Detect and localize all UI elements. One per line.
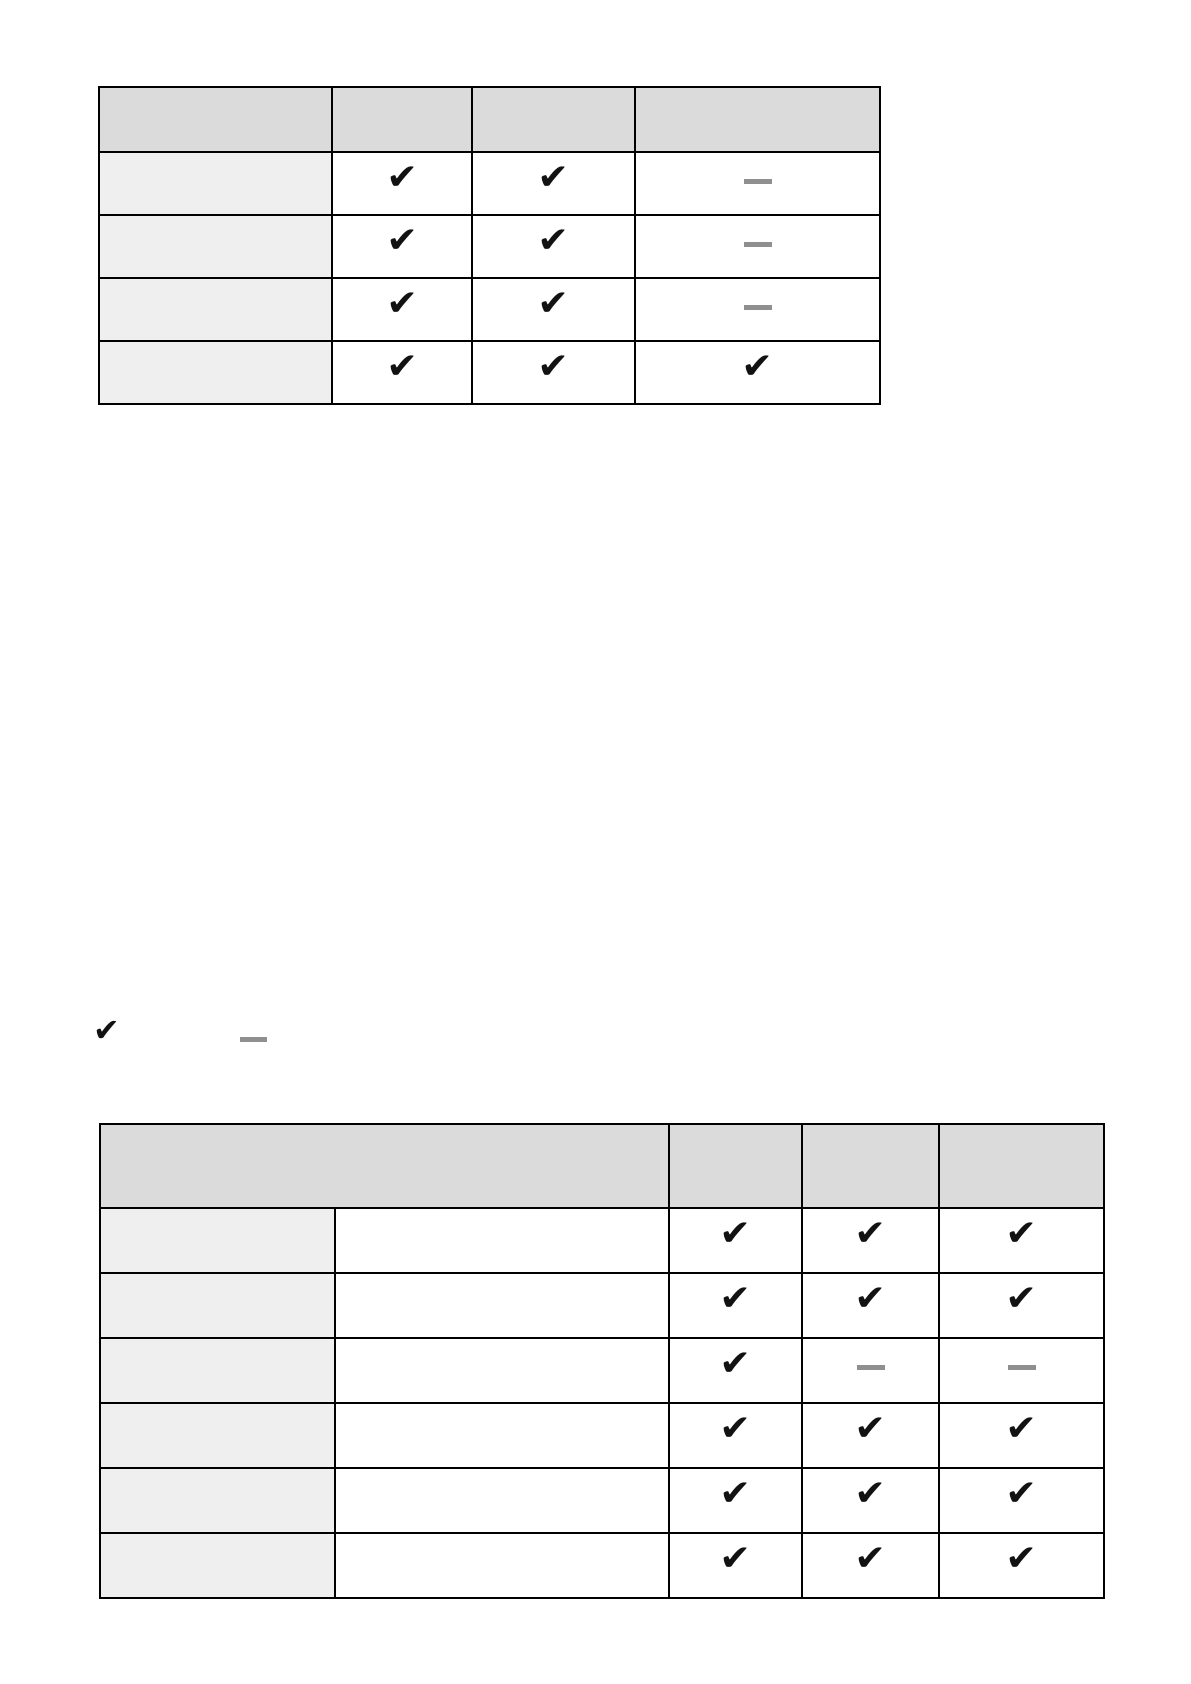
symbol-cell xyxy=(332,152,472,215)
table-row xyxy=(100,1208,1104,1273)
symbol-cell xyxy=(472,215,635,278)
check-icon: ✔ xyxy=(1005,1473,1038,1514)
symbol-cell xyxy=(669,1338,802,1403)
row-label-cell xyxy=(100,1338,335,1403)
check-icon: ✔ xyxy=(386,283,418,324)
symbol-cell xyxy=(669,1208,802,1273)
symbol-cell xyxy=(802,1208,939,1273)
table-row xyxy=(99,152,880,215)
check-icon: ✔ xyxy=(719,1343,752,1384)
symbol-cell xyxy=(939,1403,1104,1468)
header-cell-merged xyxy=(100,1124,669,1208)
table-row xyxy=(99,278,880,341)
symbol-cell xyxy=(332,215,472,278)
symbol-cell xyxy=(669,1273,802,1338)
row-desc-cell xyxy=(335,1338,669,1403)
symbol-cell xyxy=(635,341,880,404)
symbol-cell xyxy=(802,1468,939,1533)
check-icon: ✔ xyxy=(719,1538,752,1579)
check-icon: ✔ xyxy=(854,1213,887,1254)
table-row xyxy=(100,1273,1104,1338)
row-label-cell xyxy=(100,1208,335,1273)
symbol-cell xyxy=(669,1403,802,1468)
row-label-cell xyxy=(100,1273,335,1338)
check-icon: ✔ xyxy=(719,1278,752,1319)
check-icon: ✔ xyxy=(719,1473,752,1514)
symbol-cell xyxy=(669,1468,802,1533)
check-icon: ✔ xyxy=(854,1473,887,1514)
symbol-cell xyxy=(939,1338,1104,1403)
check-icon: ✔ xyxy=(537,220,570,261)
symbol-cell xyxy=(635,215,880,278)
dash-icon xyxy=(744,305,772,310)
table-row xyxy=(99,215,880,278)
symbol-cell xyxy=(939,1533,1104,1598)
symbol-cell xyxy=(802,1273,939,1338)
check-icon: ✔ xyxy=(854,1408,887,1449)
symbol-cell xyxy=(635,152,880,215)
table-header-row xyxy=(99,87,880,152)
table-row xyxy=(100,1338,1104,1403)
table-header-row xyxy=(100,1124,1104,1208)
row-desc-cell xyxy=(335,1403,669,1468)
symbol-cell xyxy=(802,1403,939,1468)
check-icon: ✔ xyxy=(719,1213,752,1254)
symbol-cell xyxy=(635,278,880,341)
symbol-cell xyxy=(472,278,635,341)
table-row xyxy=(100,1468,1104,1533)
row-label-cell xyxy=(99,341,332,404)
symbol-cell xyxy=(472,341,635,404)
header-cell xyxy=(802,1124,939,1208)
check-icon: ✔ xyxy=(386,220,418,261)
table-row xyxy=(99,341,880,404)
row-label-cell xyxy=(100,1403,335,1468)
check-icon: ✔ xyxy=(1005,1538,1038,1579)
symbol-cell xyxy=(332,341,472,404)
header-cell xyxy=(472,87,635,152)
row-desc-cell xyxy=(335,1533,669,1598)
header-cell xyxy=(939,1124,1104,1208)
availability-table-top xyxy=(98,86,881,405)
check-icon: ✔ xyxy=(719,1408,752,1449)
check-icon: ✔ xyxy=(537,283,570,324)
header-cell xyxy=(635,87,880,152)
table-row xyxy=(100,1533,1104,1598)
check-icon: ✔ xyxy=(1005,1213,1038,1254)
check-icon: ✔ xyxy=(537,346,570,387)
check-icon: ✔ xyxy=(741,346,774,387)
header-cell xyxy=(99,87,332,152)
symbol-cell xyxy=(802,1338,939,1403)
symbol-cell xyxy=(939,1208,1104,1273)
header-cell xyxy=(332,87,472,152)
check-icon: ✔ xyxy=(93,1011,120,1049)
symbol-cell xyxy=(472,152,635,215)
table-row xyxy=(100,1403,1104,1468)
row-label-cell xyxy=(99,215,332,278)
row-label-cell xyxy=(99,278,332,341)
dash-icon xyxy=(857,1365,885,1370)
check-icon: ✔ xyxy=(854,1278,887,1319)
check-icon: ✔ xyxy=(854,1538,887,1579)
symbol-cell xyxy=(939,1468,1104,1533)
row-label-cell xyxy=(100,1468,335,1533)
check-icon: ✔ xyxy=(386,346,418,387)
symbol-cell xyxy=(669,1533,802,1598)
check-icon: ✔ xyxy=(1005,1278,1038,1319)
row-desc-cell xyxy=(335,1273,669,1338)
header-cell xyxy=(669,1124,802,1208)
symbol-cell xyxy=(939,1273,1104,1338)
row-desc-cell xyxy=(335,1208,669,1273)
check-icon: ✔ xyxy=(386,157,418,198)
symbol-cell xyxy=(332,278,472,341)
check-icon: ✔ xyxy=(537,157,570,198)
symbol-cell xyxy=(802,1533,939,1598)
row-desc-cell xyxy=(335,1468,669,1533)
row-label-cell xyxy=(100,1533,335,1598)
row-label-cell xyxy=(99,152,332,215)
dash-icon xyxy=(744,179,772,184)
dash-icon xyxy=(1008,1365,1036,1370)
availability-table-bottom xyxy=(99,1123,1105,1599)
dash-icon xyxy=(744,242,772,247)
check-icon: ✔ xyxy=(1005,1408,1038,1449)
dash-icon xyxy=(240,1037,267,1042)
